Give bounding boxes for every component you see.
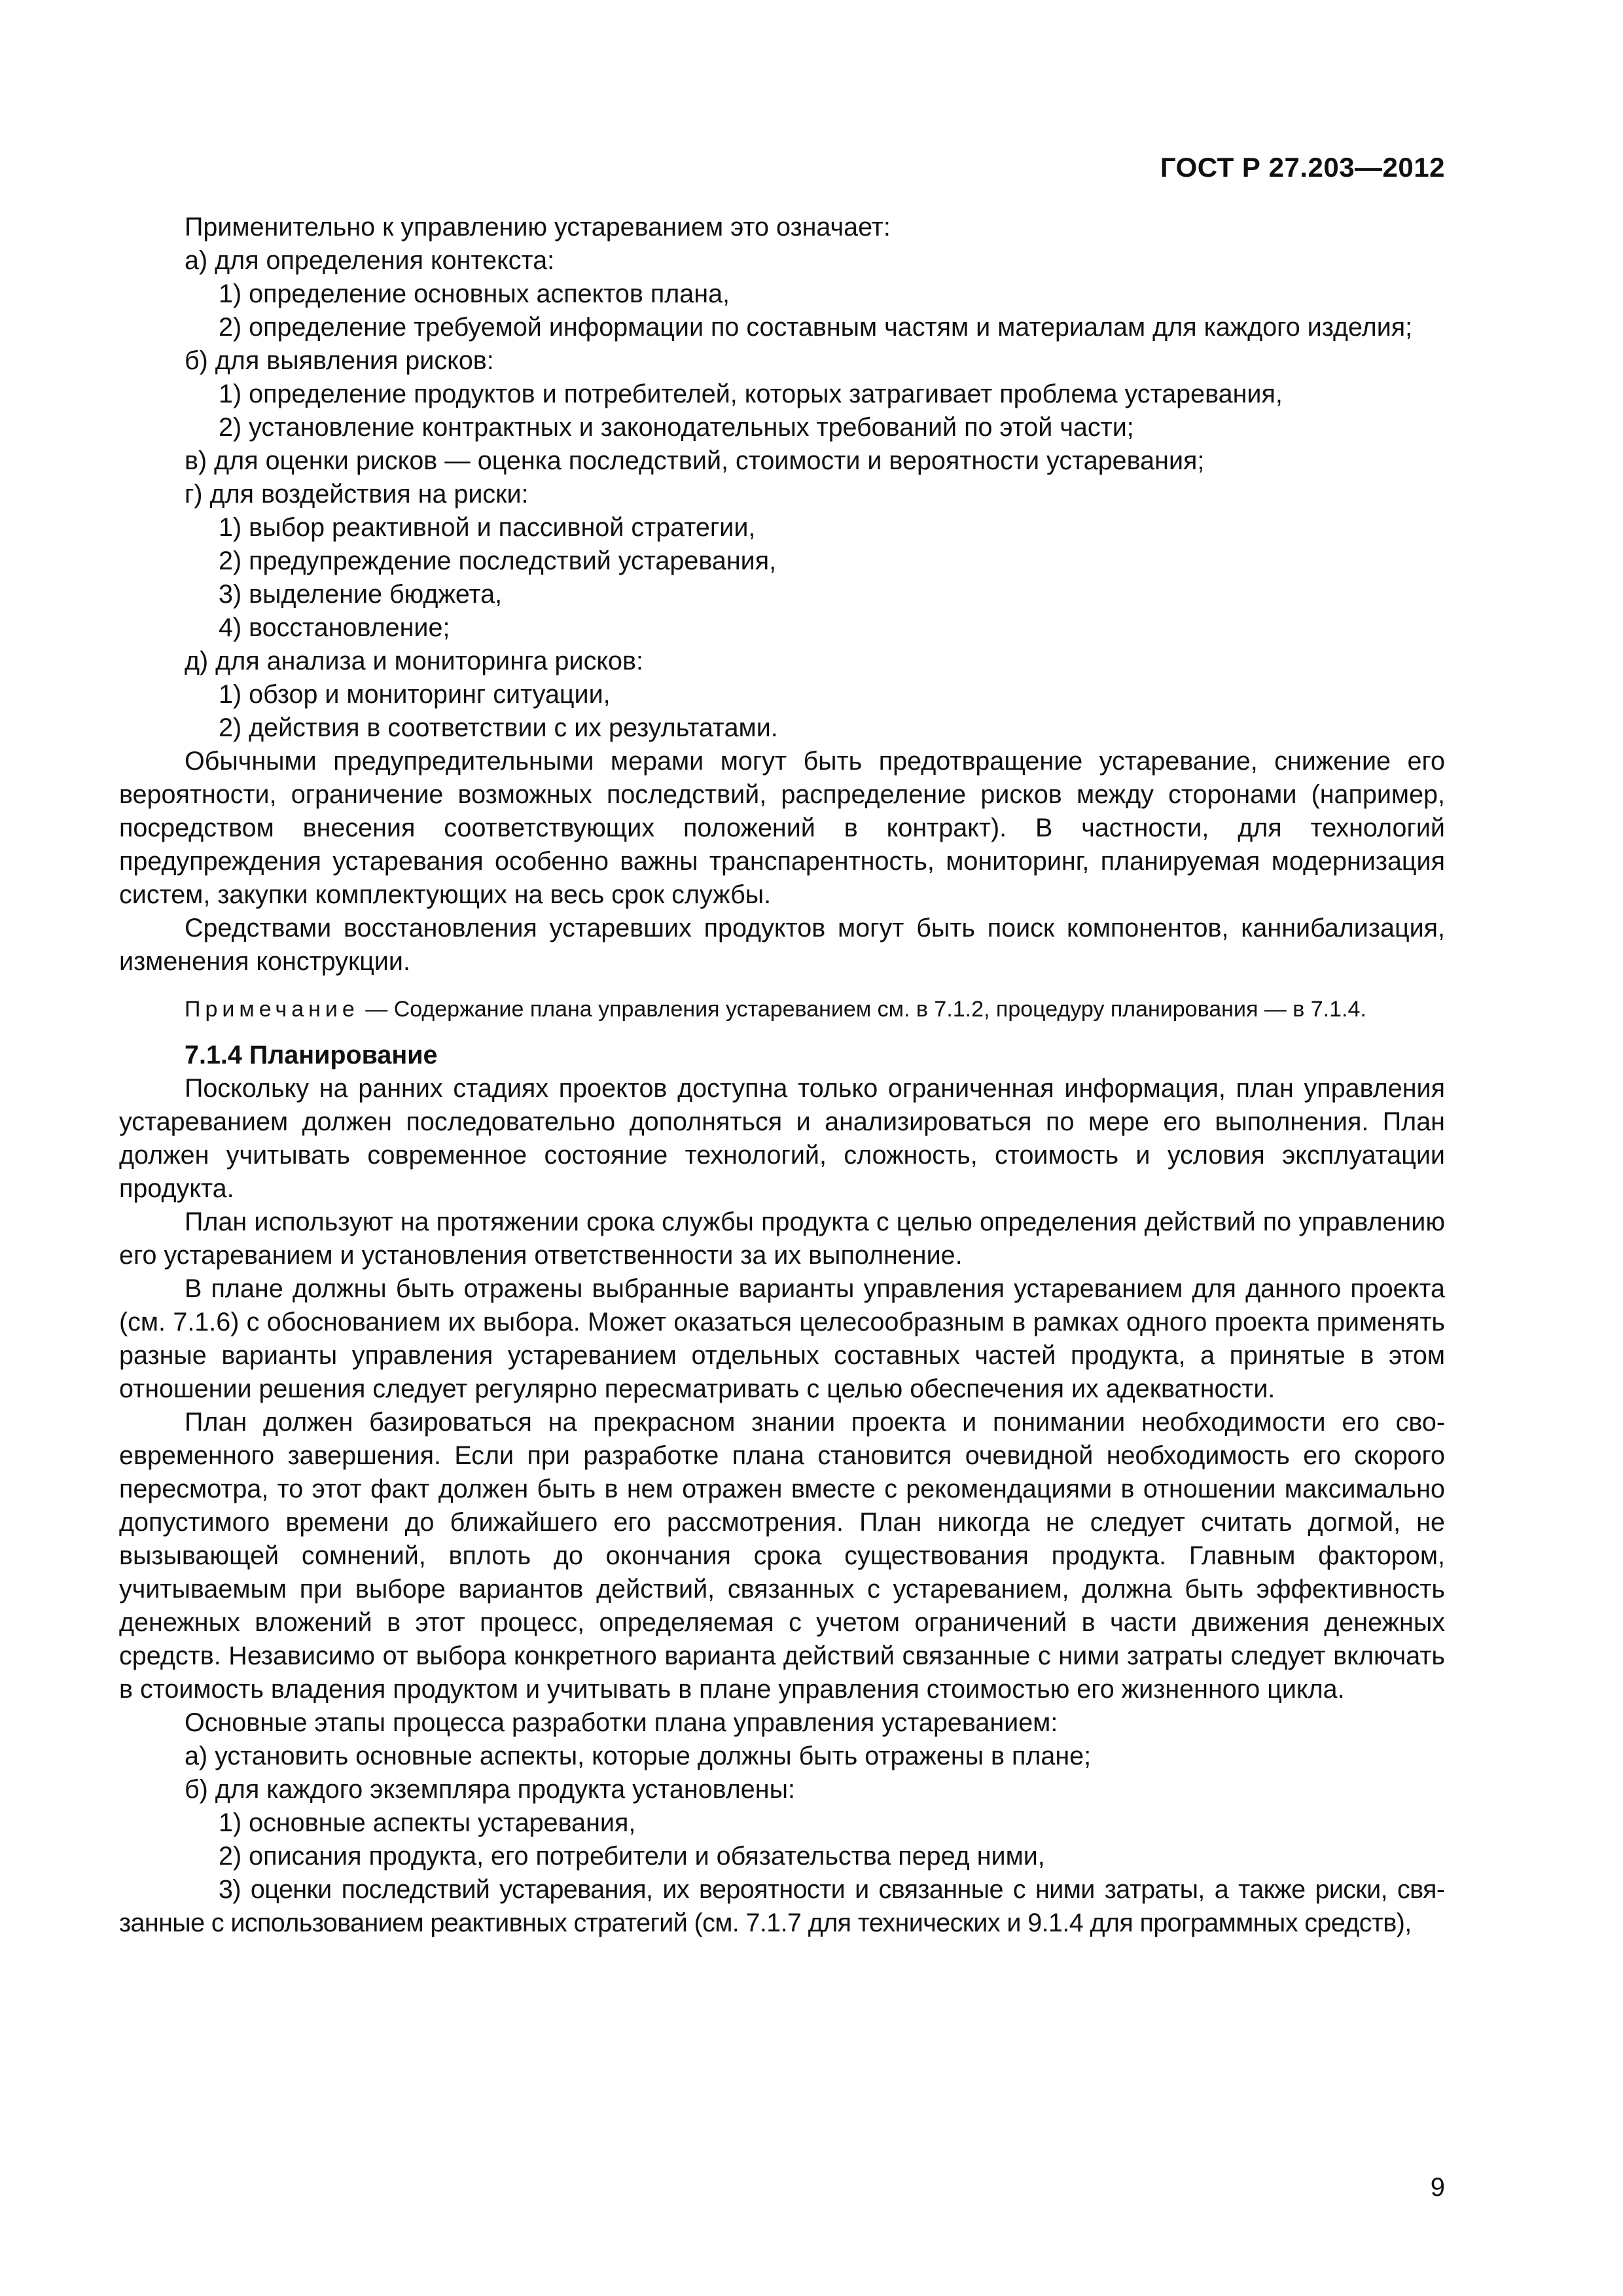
- list-item-g2: 2) предупреждение последствий устаревания,: [219, 547, 777, 575]
- stage-item-a: а) установить основные аспекты, которые должны быть отражены в плане;: [185, 1742, 1092, 1770]
- list-item-d: д) для анализа и мониторинга рисков:: [185, 647, 643, 675]
- list-item-g1: 1) выбор реактивной и пассивной стратегии,: [219, 513, 756, 542]
- document-code: ГОСТ Р 27.203—2012: [1160, 152, 1445, 183]
- list-item-g3: 3) выделение бюджета,: [219, 580, 503, 609]
- list-item-a1: 1) определение основных аспектов плана,: [219, 279, 730, 308]
- stage-item-b: б) для каждого экземпляра продукта установлены:: [185, 1775, 795, 1804]
- list-item-b: б) для выявления рисков:: [185, 346, 494, 375]
- section-paragraph-4: План должен базироваться на прекрасном знании проекта и понимании необходимости его своевременного завершения. Если при разработке плана становится очевидной необходимость его скорого пересмотра, то этот факт должен быть в нем отражен вместе с рекомендациями в отношении максимально допустимого времени до ближайшего его рассмотрения. План никогда не следует считать догмой, не вызывающей сомнений, вплоть до окончания срока существования продукта. Главным фактором, учитываемым при выборе вариантов действий, связанных с устареванием, должна быть эффективность денежных вложений в этот процесс, определяемая с учетом ограничений в части движения денежных средств. Независимо от выбора конкретного варианта действий связанные с ними затраты следует включать в стоимость владения продуктом и учитывать в плане управления стоимостью его жизненного цикла.: [119, 1408, 1445, 1704]
- list-item-a2: 2) определение требуемой информации по составным частям и материалам для каждого изделия;: [219, 313, 1413, 342]
- page-number: 9: [1430, 2173, 1445, 2202]
- list-item-d1: 1) обзор и мониторинг ситуации,: [219, 680, 611, 709]
- section-paragraph-1: Поскольку на ранних стадиях проектов доступна только ограниченная информация, план управления устареванием должен последовательно дополняться и анализироваться по мере его выполнения. План должен учитывать современное состояние технологий, сложность, стоимость и условия эксплуатации продукта.: [119, 1074, 1445, 1203]
- list-item-b1: 1) определение продуктов и потребителей, которых затрагивает проблема устаревания,: [219, 380, 1283, 408]
- list-item-g4: 4) восстановление;: [219, 613, 450, 642]
- section-title: 7.1.4 Планирование: [185, 1041, 438, 1069]
- stage-item-b1: 1) основные аспекты устаревания,: [219, 1808, 636, 1837]
- list-item-g: г) для воздействия на риски:: [185, 480, 529, 509]
- section-paragraph-2: План используют на протяжении срока службы продукта с целью определения действий по управлению его устареванием и установления ответственности за их выполнение.: [119, 1208, 1445, 1270]
- section-paragraph-5: Основные этапы процесса разработки плана управления устареванием:: [185, 1708, 1058, 1737]
- page-content: [119, 211, 1445, 1940]
- preventive-measures-paragraph: Обычными предупредительными мерами могут быть предотвращение устаревание, снижение его вероятности, ограничение возможных последствий, распределение рисков между сторонами (например, посредством внесения соответствующих положений в контракт). В частности, для технологий предупреждения устаревания особенно важны транспарентность, мониторинг, планируемая модернизация систем, закупки комплектующих на весь срок службы.: [119, 747, 1445, 909]
- note-text: — Содержание плана управления устареванием см. в 7.1.2, процедуру планирования — в 7.1.4.: [359, 997, 1366, 1022]
- list-item-b2: 2) установление контрактных и законодательных требований по этой части;: [219, 413, 1134, 442]
- stage-item-b3: 3) оценки последствий устаревания, их вероятности и связанные с ними затраты, а также риски, связанные с использованием реактивных стратегий (см. 7.1.7 для технических и 9.1.4 для программных средств),: [119, 1875, 1445, 1937]
- recovery-paragraph: Средствами восстановления устаревших продуктов могут быть поиск компонентов, каннибализация, изменения конструкции.: [119, 914, 1445, 976]
- list-item-d2: 2) действия в соответствии с их результатами.: [219, 713, 778, 742]
- stage-item-b2: 2) описания продукта, его потребители и обязательства перед ними,: [219, 1842, 1045, 1871]
- section-paragraph-3: В плане должны быть отражены выбранные варианты управления устареванием для данного проекта (см. 7.1.6) с обоснованием их выбора. Может оказаться целесообразным в рамках одного проекта применять разные варианты управления устареванием отдельных составных частей продукта, а принятые в этом отношении решения следует регулярно пересматривать с целью обеспечения их адекватности.: [119, 1274, 1445, 1403]
- note-label: Примечание: [185, 997, 359, 1022]
- intro-paragraph: Применительно к управлению устареванием это означает:: [185, 213, 891, 242]
- list-item-v: в) для оценки рисков — оценка последствий, стоимости и вероятности устаревания;: [185, 446, 1205, 475]
- note: [119, 994, 1445, 1024]
- list-item-a: а) для определения контекста:: [185, 246, 555, 275]
